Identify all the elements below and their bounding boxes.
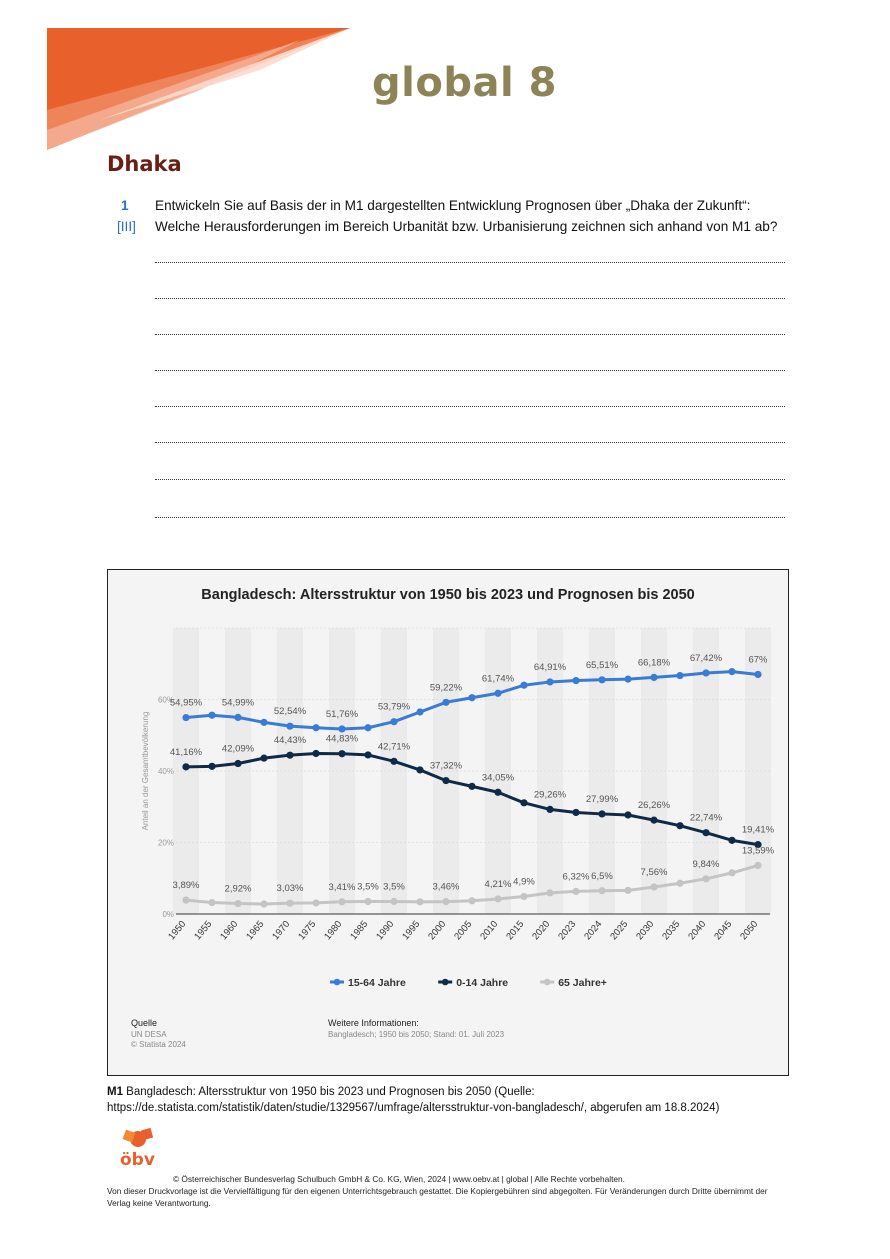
data-point [260, 719, 267, 726]
data-label: 42,71% [377, 741, 411, 753]
data-point [390, 758, 397, 765]
data-point [234, 900, 241, 907]
data-point [598, 676, 605, 683]
data-point [260, 755, 267, 762]
x-tick-label: 2015 [504, 918, 527, 943]
x-tick-label: 1985 [348, 918, 371, 943]
data-point [286, 900, 293, 907]
data-label: 3,46% [432, 881, 460, 893]
data-point [676, 822, 683, 829]
data-point [598, 810, 605, 817]
data-point [494, 789, 501, 796]
data-point [364, 751, 371, 758]
x-tick-label: 2023 [556, 918, 579, 943]
data-point [416, 766, 423, 773]
data-point [624, 811, 631, 818]
footer [107, 1173, 787, 1209]
data-label: 29,26% [533, 789, 567, 801]
logo-text: öbv [120, 1150, 155, 1170]
oebv-logo [118, 1127, 168, 1171]
data-point [338, 898, 345, 905]
data-label: 59,22% [429, 682, 463, 694]
data-point [182, 763, 189, 770]
data-point [572, 677, 579, 684]
y-axis-label: Anteil an der Gesamtbevölkerung [141, 711, 150, 831]
data-label: 53,79% [377, 701, 411, 713]
data-label: 42,09% [221, 743, 255, 755]
data-label: 54,95% [169, 697, 203, 709]
x-tick-label: 1970 [270, 918, 293, 943]
answer-line[interactable] [155, 298, 785, 299]
data-point [676, 672, 683, 679]
info-text: Bangladesch; 1950 bis 2050; Stand: 01. Juli 2023 [328, 1030, 505, 1039]
data-point [650, 883, 657, 890]
data-label: 65,51% [585, 659, 619, 671]
data-point [416, 898, 423, 905]
data-label: 9,84% [692, 858, 720, 870]
data-point [338, 750, 345, 757]
data-point [416, 708, 423, 715]
footer-disclaimer: Von dieser Druckvorlage ist die Vervielfältigung für den eigenen Unterrichtsgebrauch gestattet. Die Kopiergebühren sind abgegolten. Für Veränderungen durch Dritte übernimmt der Verlag keine Verantwortung. [107, 1186, 768, 1208]
data-label: 4,9% [513, 876, 535, 888]
x-tick-label: 2045 [712, 918, 735, 943]
x-tick-label: 1955 [192, 918, 215, 943]
data-point [234, 760, 241, 767]
x-tick-label: 1995 [400, 918, 423, 943]
data-label: 3,41% [328, 881, 356, 893]
footer-copyright: © Österreichischer Bundesverlag Schulbuch GmbH & Co. KG, Wien, 2024 | www.oebv.at | global | Alle Rechte vorbehalten. [173, 1174, 625, 1184]
data-label: 61,74% [481, 673, 515, 685]
task-line-2: Welche Herausforderungen im Bereich Urbanität bzw. Urbanisierung zeichnen sich anhand von M1 ab? [155, 219, 778, 234]
x-tick-label: 1975 [296, 918, 319, 943]
data-label: 67% [748, 654, 768, 666]
data-point [234, 714, 241, 721]
answer-line[interactable] [155, 406, 785, 407]
answer-line[interactable] [155, 370, 785, 371]
data-point [546, 806, 553, 813]
data-label: 34,05% [481, 772, 515, 784]
x-tick-label: 1960 [218, 918, 241, 943]
data-label: 3,5% [357, 881, 379, 893]
data-point [182, 714, 189, 721]
data-label: 3,5% [383, 881, 405, 893]
data-point [728, 869, 735, 876]
x-tick-label: 2024 [582, 918, 605, 943]
data-point [546, 889, 553, 896]
legend-swatch-dot [334, 979, 341, 986]
data-point [312, 724, 319, 731]
brand-title: global 8 [372, 60, 557, 106]
legend-swatch-dot [544, 979, 551, 986]
source-line: UN DESA [131, 1030, 167, 1039]
answer-line[interactable] [155, 334, 785, 335]
data-point [468, 897, 475, 904]
data-point [728, 837, 735, 844]
answer-line[interactable] [155, 517, 785, 518]
data-point [442, 898, 449, 905]
data-point [208, 899, 215, 906]
chart-frame [107, 569, 789, 1076]
data-point [208, 712, 215, 719]
data-point [442, 777, 449, 784]
legend-swatch-dot [442, 979, 449, 986]
y-tick-label: 0% [162, 910, 174, 919]
data-point [364, 724, 371, 731]
header-banner [0, 0, 360, 160]
caption-label: M1 [107, 1086, 123, 1098]
source-heading: Quelle [131, 1018, 158, 1028]
data-label: 41,16% [169, 746, 203, 758]
series-line [186, 753, 758, 844]
x-tick-label: 2050 [738, 918, 761, 943]
data-point [520, 799, 527, 806]
data-label: 3,89% [172, 880, 200, 892]
data-point [728, 668, 735, 675]
data-label: 27,99% [585, 793, 619, 805]
data-point [702, 829, 709, 836]
data-point [572, 809, 579, 816]
y-tick-label: 20% [157, 838, 174, 848]
x-tick-label: 1980 [322, 918, 345, 943]
legend-entry[interactable]: 15-64 Jahre [348, 977, 406, 989]
task-number: 1 [121, 198, 129, 213]
data-point [338, 725, 345, 732]
data-label: 4,21% [484, 878, 512, 890]
data-point [546, 678, 553, 685]
data-point [468, 694, 475, 701]
data-point [286, 723, 293, 730]
data-label: 6,32% [562, 871, 590, 883]
data-point [364, 898, 371, 905]
data-point [702, 875, 709, 882]
data-point [754, 862, 761, 869]
data-point [650, 817, 657, 824]
answer-line[interactable] [155, 479, 785, 480]
x-tick-label: 2020 [530, 918, 553, 943]
data-point [390, 898, 397, 905]
data-point [286, 752, 293, 759]
data-point [650, 674, 657, 681]
x-tick-label: 1950 [166, 918, 189, 943]
y-tick-label: 40% [157, 767, 174, 776]
data-label: 52,54% [273, 706, 307, 718]
data-label: 6,5% [591, 870, 613, 882]
x-tick-label: 2035 [660, 918, 683, 943]
task-level: [III] [117, 219, 136, 234]
source-line: © Statista 2024 [131, 1040, 186, 1049]
chart-title: Bangladesch: Altersstruktur von 1950 bis 2023 und Prognosen bis 2050 [201, 587, 695, 603]
answer-line[interactable] [155, 262, 785, 263]
x-tick-label: 2000 [426, 918, 449, 943]
caption-text: Bangladesch: Altersstruktur von 1950 bis 2023 und Prognosen bis 2050 (Quelle: [122, 1086, 535, 1098]
data-point [598, 887, 605, 894]
x-tick-label: 2030 [634, 918, 657, 943]
data-point [182, 896, 189, 903]
data-point [520, 893, 527, 900]
x-tick-label: 1965 [244, 918, 267, 943]
data-label: 64,91% [533, 661, 567, 673]
data-label: 54,99% [221, 697, 255, 709]
section-title: Dhaka [107, 152, 182, 176]
age-structure-chart [108, 570, 788, 1075]
legend-entry[interactable]: 65 Jahre+ [558, 977, 607, 989]
data-point [754, 671, 761, 678]
data-point [390, 718, 397, 725]
task-text [155, 195, 815, 237]
data-label: 26,26% [637, 800, 671, 812]
figure-caption [107, 1084, 807, 1116]
x-tick-label: 1990 [374, 918, 397, 943]
data-point [312, 750, 319, 757]
data-label: 37,32% [429, 760, 463, 772]
data-point [676, 880, 683, 887]
answer-line[interactable] [155, 442, 785, 443]
x-tick-label: 2010 [478, 918, 501, 943]
data-point [702, 669, 709, 676]
data-point [494, 690, 501, 697]
data-point [208, 763, 215, 770]
data-label: 2,92% [224, 883, 252, 895]
data-point [624, 887, 631, 894]
data-label: 7,56% [640, 866, 668, 878]
data-point [442, 699, 449, 706]
data-point [312, 899, 319, 906]
caption-source-url[interactable]: https://de.statista.com/statistik/daten/studie/1329567/umfrage/altersstruktur-von-bangladesch/, abgerufen am 18.8.2024) [107, 1102, 720, 1114]
info-heading[interactable]: Weitere Informationen: [328, 1018, 419, 1028]
legend-entry[interactable]: 0-14 Jahre [456, 977, 509, 989]
data-point [494, 895, 501, 902]
data-label: 13,59% [741, 845, 775, 857]
x-tick-label: 2040 [686, 918, 709, 943]
data-label: 51,76% [325, 708, 359, 720]
data-label: 44,83% [325, 733, 359, 745]
data-label: 67,42% [689, 652, 723, 664]
data-label: 19,41% [741, 824, 775, 836]
task-line-1: Entwickeln Sie auf Basis der in M1 dargestellten Entwicklung Prognosen über „Dhaka der Zukunft“: [155, 198, 751, 213]
data-label: 3,03% [276, 883, 304, 895]
data-label: 66,18% [637, 657, 671, 669]
data-point [520, 682, 527, 689]
x-tick-label: 2025 [608, 918, 631, 943]
data-point [468, 783, 475, 790]
data-point [572, 888, 579, 895]
data-label: 22,74% [689, 812, 723, 824]
data-point [624, 676, 631, 683]
x-tick-label: 2005 [452, 918, 475, 943]
data-point [260, 900, 267, 907]
data-label: 44,43% [273, 735, 307, 747]
y-tick-label: 60% [157, 695, 174, 705]
